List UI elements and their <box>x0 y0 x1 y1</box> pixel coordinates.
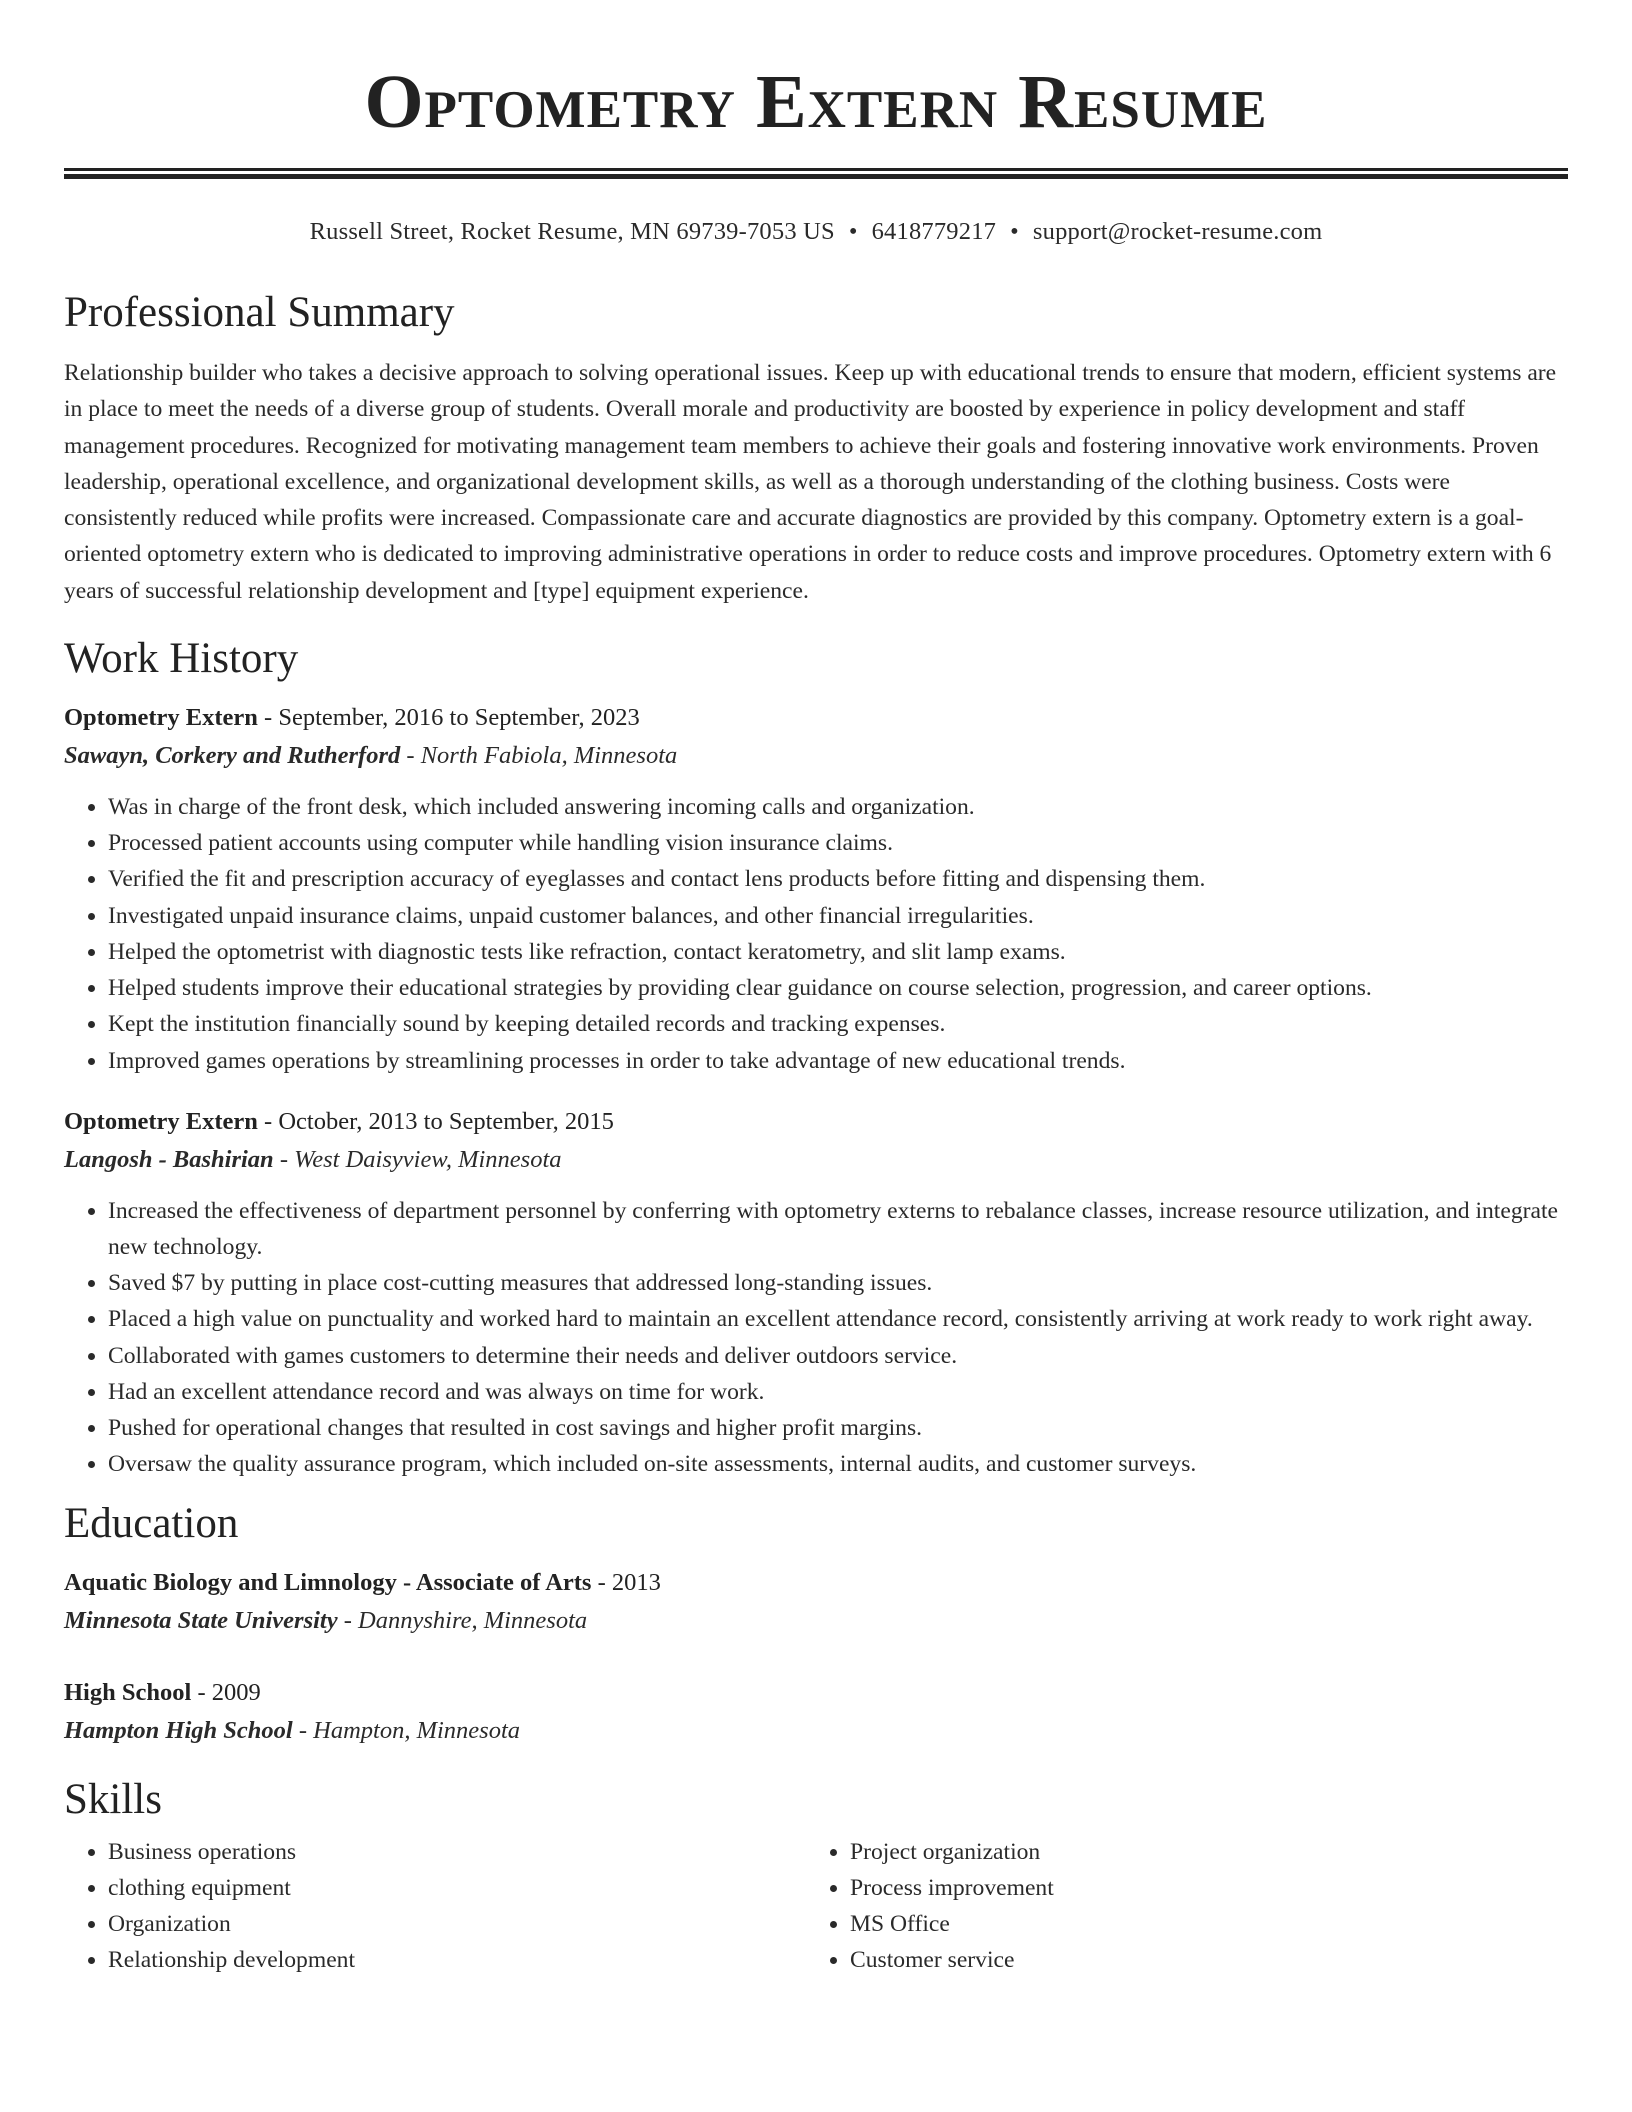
education-degree: Aquatic Biology and Limnology - Associate of Arts <box>64 1569 592 1597</box>
list-item: • Kept the institution financially sound by keeping detailed records and tracking expenses. <box>108 1006 1568 1042</box>
section-heading-summary: Professional Summary <box>64 289 455 336</box>
skill-item: • Project organization <box>850 1834 1548 1870</box>
skill-item: • MS Office <box>850 1906 1548 1942</box>
list-item: • Had an excellent attendance record and was always on time for work. <box>108 1374 1568 1410</box>
skills-columns <box>64 1834 1568 1978</box>
education-school: Minnesota State University <box>64 1607 338 1635</box>
job-company: Langosh - Bashirian <box>64 1145 274 1173</box>
skill-item: • clothing equipment <box>108 1870 806 1906</box>
section-heading-skills: Skills <box>64 1776 162 1824</box>
job-location: West Daisyview, Minnesota <box>294 1145 562 1173</box>
contact-separator: • <box>848 218 858 245</box>
list-item: • Placed a high value on punctuality and worked hard to maintain an excellent attendance record, consistently arriving at work ready to work right away. <box>108 1301 1568 1337</box>
list-item: • Investigated unpaid insurance claims, unpaid customer balances, and other financial irregularities. <box>108 898 1568 934</box>
job-header: Optometry Extern - September, 2016 to September, 2023 <box>64 704 640 732</box>
education-entry <box>64 1564 1568 1640</box>
list-item: • Oversaw the quality assurance program, which included on-site assessments, internal audits, and customer surveys. <box>108 1446 1568 1482</box>
education-header: High School - 2009 <box>64 1679 261 1707</box>
contact-address: Russell Street, Rocket Resume, MN 69739-7053 US <box>309 218 835 245</box>
job-entry <box>64 699 1568 1079</box>
job-dates: September, 2016 to September, 2023 <box>278 704 640 732</box>
list-item: • Saved $7 by putting in place cost-cutting measures that addressed long-standing issues. <box>108 1265 1568 1301</box>
list-item: • Pushed for operational changes that resulted in cost savings and higher profit margins. <box>108 1410 1568 1446</box>
summary-text: Relationship builder who takes a decisive approach to solving operational issues. Keep up with educational trends to ensure that modern, efficient systems are in place to meet the needs of a diverse group of students. Overall morale and productivity are boosted by experience in policy development and staff management procedures. Recognized for motivating management team members to achieve their goals and fostering innovative work environments. Proven leadership, operational excellence, and organizational development skills, as well as a thorough understanding of the clothing business. Costs were consistently reduced while profits were increased. Compassionate care and accurate diagnostics are provided by this company. Optometry extern is a goal-oriented optometry extern who is dedicated to improving administrative operations in order to reduce costs and improve procedures. Optometry extern with 6 years of successful relationship development and [type] equipment experience. <box>64 360 1557 604</box>
skill-item: • Organization <box>108 1906 806 1942</box>
education-school: Hampton High School <box>64 1717 293 1745</box>
job-title: Optometry Extern <box>64 704 258 732</box>
education-header: Aquatic Biology and Limnology - Associate of Arts - 2013 <box>64 1569 661 1597</box>
skill-item: • Relationship development <box>108 1942 806 1978</box>
job-duties-list <box>64 789 1568 1079</box>
list-item: • Improved games operations by streamlining processes in order to take advantage of new educational trends. <box>108 1043 1568 1079</box>
skills-list-left <box>64 1834 806 1978</box>
skill-item: • Business operations <box>108 1834 806 1870</box>
section-heading-work: Work History <box>64 635 299 683</box>
list-item: • Collaborated with games customers to determine their needs and deliver outdoors service. <box>108 1338 1568 1374</box>
job-duties-list <box>64 1193 1568 1483</box>
section-heading-education: Education <box>64 1500 239 1548</box>
skills-section <box>64 1774 1568 1978</box>
skills-list-right <box>806 1834 1548 1978</box>
work-history-section <box>64 633 1568 1482</box>
education-degree: High School <box>64 1679 192 1707</box>
education-year: 2009 <box>211 1679 261 1707</box>
job-company: Sawayn, Corkery and Rutherford <box>64 742 401 770</box>
contact-line <box>64 217 1568 247</box>
contact-separator: • <box>1010 218 1019 245</box>
list-item: • Was in charge of the front desk, which included answering incoming calls and organization. <box>108 789 1568 825</box>
contact-email: support@rocket-resume.com <box>1032 218 1323 245</box>
education-location: Hampton, Minnesota <box>313 1717 521 1745</box>
list-item: • Helped the optometrist with diagnostic tests like refraction, contact keratometry, and slit lamp exams. <box>108 934 1568 970</box>
page-title: Optometry Extern Resume <box>364 60 1268 144</box>
skill-item: • Customer service <box>850 1942 1548 1978</box>
contact-phone: 6418779217 <box>871 218 997 245</box>
education-location: Dannyshire, Minnesota <box>358 1607 588 1635</box>
job-employer: Sawayn, Corkery and Rutherford - North Fabiola, Minnesota <box>64 742 678 770</box>
education-school-line: Hampton High School - Hampton, Minnesota <box>64 1717 521 1745</box>
education-year: 2013 <box>611 1569 661 1597</box>
job-title: Optometry Extern <box>64 1107 258 1135</box>
list-item: • Helped students improve their educational strategies by providing clear guidance on course selection, progression, and career options. <box>108 970 1568 1006</box>
education-entry <box>64 1674 1568 1750</box>
education-school-line: Minnesota State University - Dannyshire, Minnesota <box>64 1607 588 1635</box>
list-item: • Increased the effectiveness of department personnel by conferring with optometry externs to rebalance classes, increase resource utilization, and integrate new technology. <box>108 1193 1568 1265</box>
summary-section <box>64 287 1568 609</box>
job-header: Optometry Extern - October, 2013 to September, 2015 <box>64 1107 614 1135</box>
job-employer: Langosh - Bashirian - West Daisyview, Minnesota <box>64 1145 562 1173</box>
list-item: • Processed patient accounts using computer while handling vision insurance claims. <box>108 825 1568 861</box>
job-dates: October, 2013 to September, 2015 <box>278 1107 614 1135</box>
skill-item: • Process improvement <box>850 1870 1548 1906</box>
job-entry <box>64 1103 1568 1483</box>
education-section <box>64 1498 1568 1750</box>
list-item: • Verified the fit and prescription accuracy of eyeglasses and contact lens products before fitting and dispensing them. <box>108 861 1568 897</box>
job-location: North Fabiola, Minnesota <box>420 742 678 770</box>
title-divider <box>64 168 1568 179</box>
